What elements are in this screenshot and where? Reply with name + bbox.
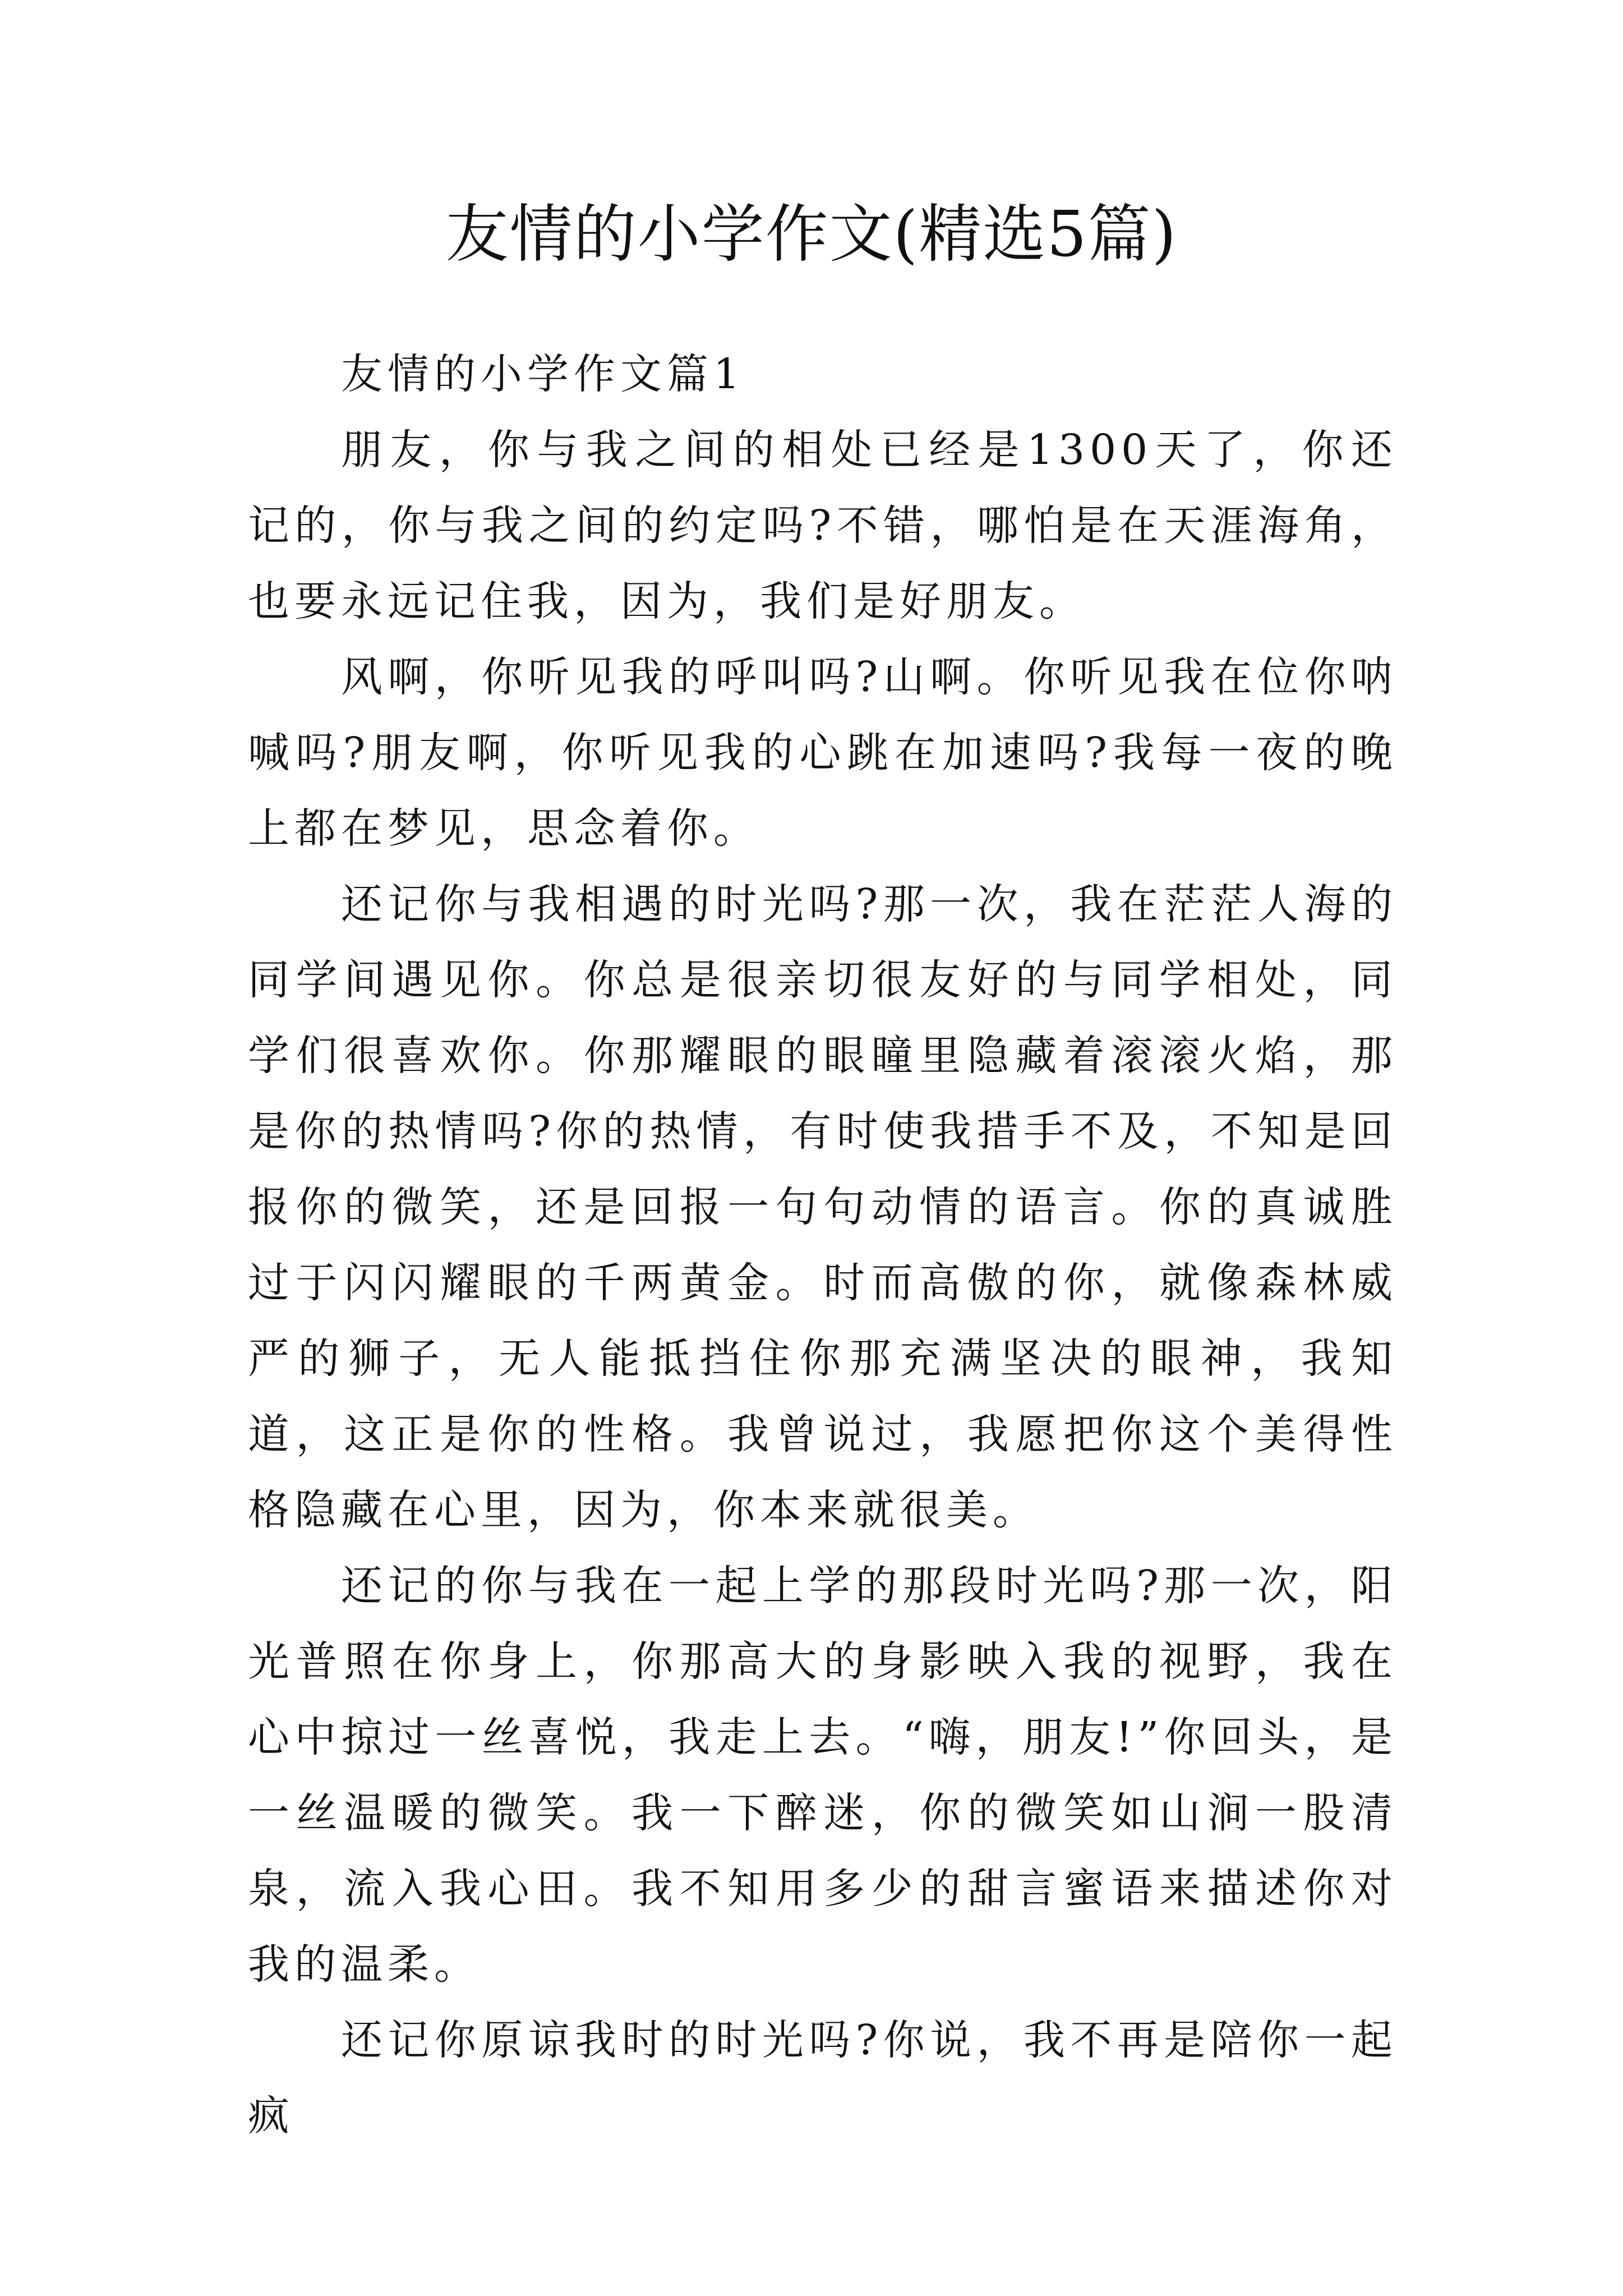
paragraph: 还记你原谅我时的时光吗?你说，我不再是陪你一起疯 — [248, 2016, 1398, 2140]
paragraph: 还记的你与我在一起上学的那段时光吗?那一次，阳光普照在你身上，你那高大的身影映入我的视野，我在心中掠过一丝喜悦，我走上去。“嗨，朋友!”你回头，是一丝温暖的微笑。我一下醉迷，你的微笑如山涧一股清泉，流入我心田。我不知用多少的甜言蜜语来描述你对我的温柔。 — [248, 1562, 1398, 1989]
section-heading: 友情的小学作文篇1 — [341, 350, 745, 398]
paragraph: 风啊，你听见我的呼叫吗?山啊。你听见我在位你呐喊吗?朋友啊，你听见我的心跳在加速吗?我每一夜的晚上都在梦见，思念着你。 — [248, 653, 1398, 853]
document-title: 友情的小学作文(精选5篇) — [445, 198, 1178, 271]
paragraph: 还记你与我相遇的时光吗?那一次，我在茫茫人海的同学间遇见你。你总是很亲切很友好的与同学相处，同学们很喜欢你。你那耀眼的眼瞳里隐藏着滚滚火焰，那是你的热情吗?你的热情，有时使我措手不及，不知是回报你的微笑，还是回报一句句动情的语言。你的真诚胜过于闪闪耀眼的千两黄金。时而高傲的你，就像森林威严的狮子，无人能抵挡住你那充满坚决的眼神，我知道，这正是你的性格。我曾说过，我愿把你这个美得性格隐藏在心里，因为，你本来就很美。 — [248, 880, 1398, 1534]
paragraph: 朋友，你与我之间的相处已经是1300天了，你还记的，你与我之间的约定吗?不错，哪怕是在天涯海角，也要永远记住我，因为，我们是好朋友。 — [248, 426, 1398, 625]
document-body — [248, 337, 1398, 2154]
